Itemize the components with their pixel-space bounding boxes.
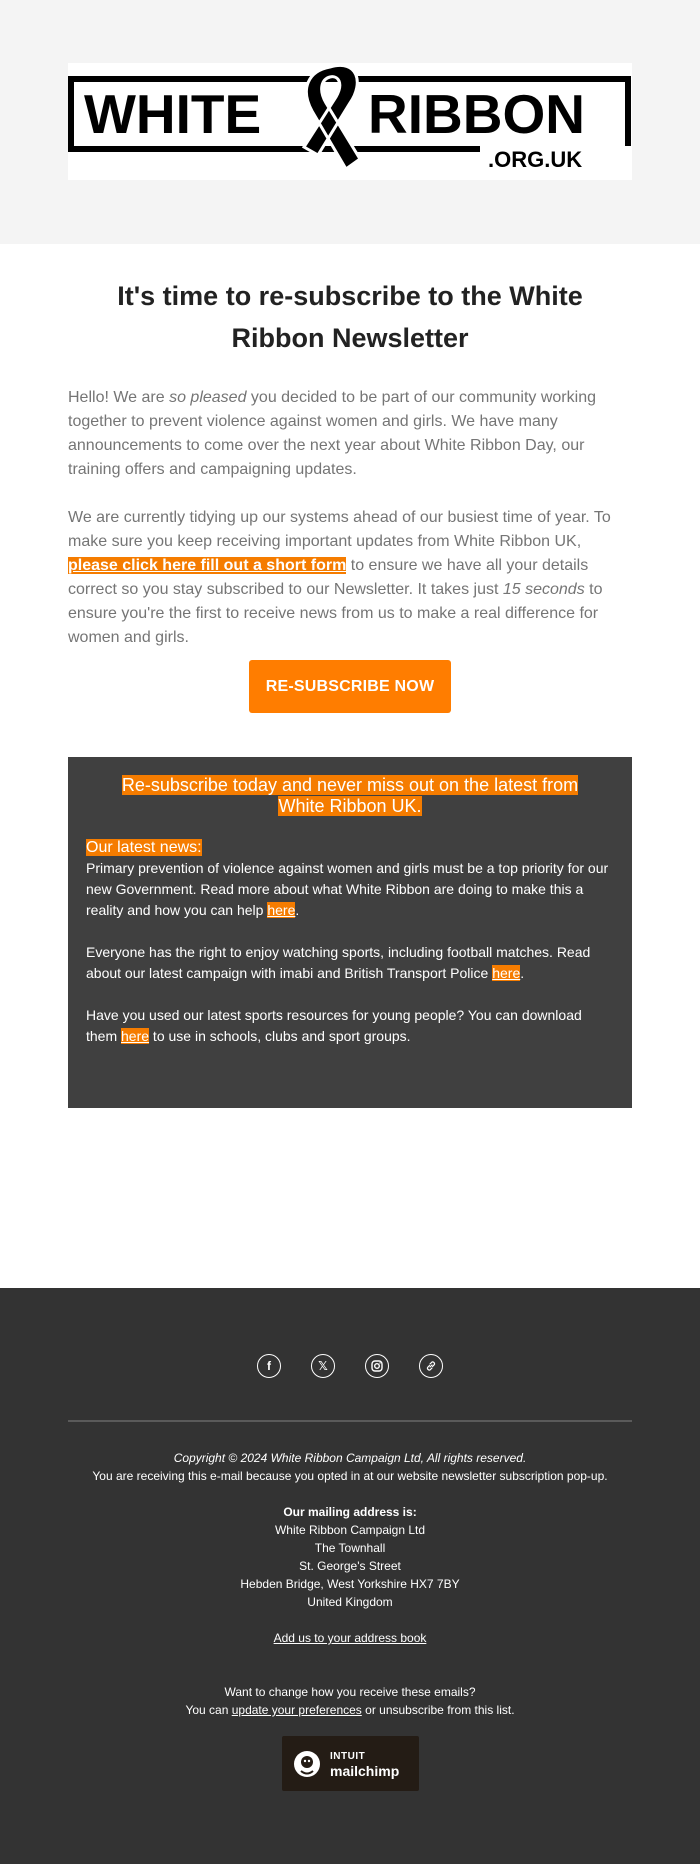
- footer-divider: [68, 1420, 632, 1422]
- link-icon[interactable]: [419, 1354, 443, 1378]
- resubscribe-button[interactable]: RE-SUBSCRIBE NOW: [249, 660, 451, 713]
- mailchimp-wordmark: INTUIT mailchimp: [330, 1750, 400, 1779]
- logo-word-right: RIBBON: [368, 83, 585, 145]
- address-line: White Ribbon Campaign Ltd: [274, 1523, 426, 1537]
- page-title: It's time to re-subscribe to the White Ribbon Newsletter: [117, 281, 583, 353]
- address-line: United Kingdom: [307, 1595, 393, 1609]
- mailing-label: Our mailing address is:: [283, 1505, 417, 1519]
- facebook-icon[interactable]: f: [257, 1354, 281, 1378]
- instructions-paragraph: We are currently tidying up our systems ahead of our busiest time of year. To make sure you keep receiving important updates from White Ribbon UK, please click here fill out a short form to ensure we have all your details correct so you stay subscribed to our Newsletter. It takes just 15 seconds to ensure you're the first to receive news from us to make a real difference for women and girls.: [68, 509, 611, 646]
- news-item-1-link[interactable]: here: [267, 902, 296, 918]
- x-icon[interactable]: 𝕏: [311, 1354, 335, 1378]
- latest-news-label: Our latest news:: [86, 839, 202, 856]
- copyright-text: Copyright © 2024 White Ribbon Campaign Ltd, All rights reserved.: [173, 1451, 527, 1465]
- instagram-icon[interactable]: [365, 1354, 389, 1378]
- update-preferences-link[interactable]: update your preferences: [231, 1703, 362, 1717]
- latest-news-box: [68, 757, 632, 1108]
- news-box-title: Re-subscribe today and never miss out on the latest from White Ribbon UK.: [121, 775, 579, 816]
- news-item-2-link[interactable]: here: [492, 965, 521, 981]
- news-item: Primary prevention of violence against women and girls must be a top priority for our new Government. Read more about what White Ribbon are doing to make this a reality and how you can help here.: [86, 860, 609, 918]
- mailchimp-icon: [292, 1749, 322, 1779]
- logo-word-left: WHITE: [84, 83, 262, 145]
- address-line: Hebden Bridge, West Yorkshire HX7 7BY: [240, 1577, 460, 1591]
- change-options: You can update your preferences or unsubscribe from this list.: [185, 1703, 515, 1717]
- social-links: [0, 1354, 700, 1378]
- address-line: The Townhall: [314, 1541, 386, 1555]
- news-item: Have you used our latest sports resources for young people? You can download them here to use in schools, clubs and sport groups.: [86, 1007, 582, 1044]
- white-ribbon-logo[interactable]: [68, 63, 632, 180]
- news-item: Everyone has the right to enjoy watching sports, including football matches. Read about our latest campaign with imabi and British Transport Police here.: [86, 944, 591, 981]
- change-question: Want to change how you receive these emails?: [224, 1685, 476, 1699]
- logo-graphic: [68, 63, 632, 180]
- address-book-row: [0, 1629, 700, 1647]
- short-form-link[interactable]: please click here fill out a short form: [68, 557, 347, 574]
- address-book-link[interactable]: Add us to your address book: [273, 1631, 427, 1645]
- logo-domain: .ORG.UK: [488, 147, 583, 172]
- address-line: St. George's Street: [299, 1559, 401, 1573]
- subscription-reason: You are receiving this e-mail because you opted in at our website newsletter subscription pop-up.: [92, 1469, 608, 1483]
- news-item-3-link[interactable]: here: [121, 1028, 150, 1044]
- mailchimp-badge[interactable]: [282, 1736, 419, 1791]
- intro-paragraph: Hello! We are so pleased you decided to be part of our community working together to prevent violence against women and girls. We have many announcements to come over the next year about White Ribbon Day, our training offers and campaigning updates.: [68, 389, 596, 478]
- footer: [0, 1288, 700, 1864]
